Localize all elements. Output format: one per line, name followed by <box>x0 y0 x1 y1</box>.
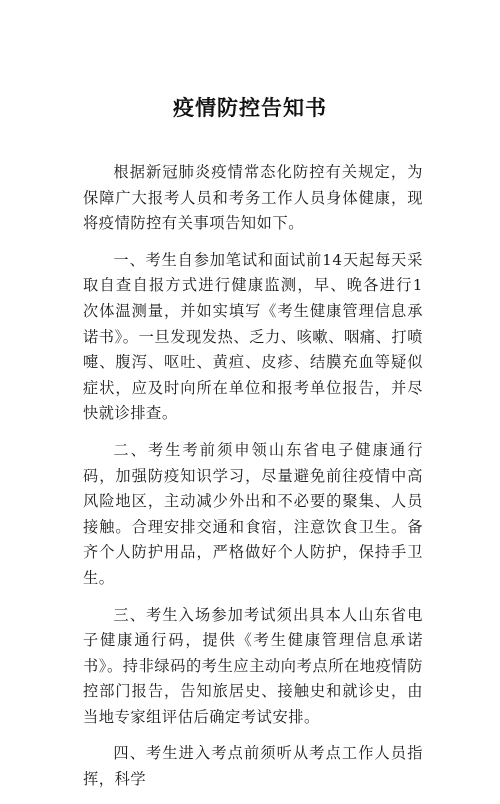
paragraph-intro: 根据新冠肺炎疫情常态化防控有关规定，为保障广大报考人员和考务工作人员身体健康，现将疫情防控有关事项告知如下。 <box>83 163 423 233</box>
paragraph-item-2: 二、考生考前须申领山东省电子健康通行码，加强防疫知识学习，尽量避免前往疫情中高风险地区，主动减少外出和不必要的聚集、人员接触。合理安排交通和食宿，注意饮食卫生。备齐个人防护用品，严格做好个人防护，保持手卫生。 <box>83 440 423 587</box>
document-title: 疫情防控告知书 <box>173 95 327 120</box>
paragraph-item-3: 三、考生入场参加考试须出具本人山东省电子健康通行码，提供《考生健康管理信息承诺书》。持非绿码的考生应主动向考点所在地疫情防控部门报告，告知旅居史、接触史和就诊史，由当地专家组评估后确定考试安排。 <box>83 605 423 726</box>
paragraph-item-4: 四、考生进入考点前须听从考点工作人员指挥，科学 <box>83 744 423 789</box>
document-body <box>83 160 423 804</box>
paragraph-item-1: 一、考生自参加笔试和面试前14天起每天采取自查自报方式进行健康监测，早、晚各进行1次体温测量，并如实填写《考生健康管理信息承诺书》。一旦发现发热、乏力、咳嗽、咽痛、打喷嚏、腹泻、呕吐、黄疸、皮疹、结膜充血等疑似症状，应及时向所在单位和报考单位报告，并尽快就诊排查。 <box>83 250 423 423</box>
